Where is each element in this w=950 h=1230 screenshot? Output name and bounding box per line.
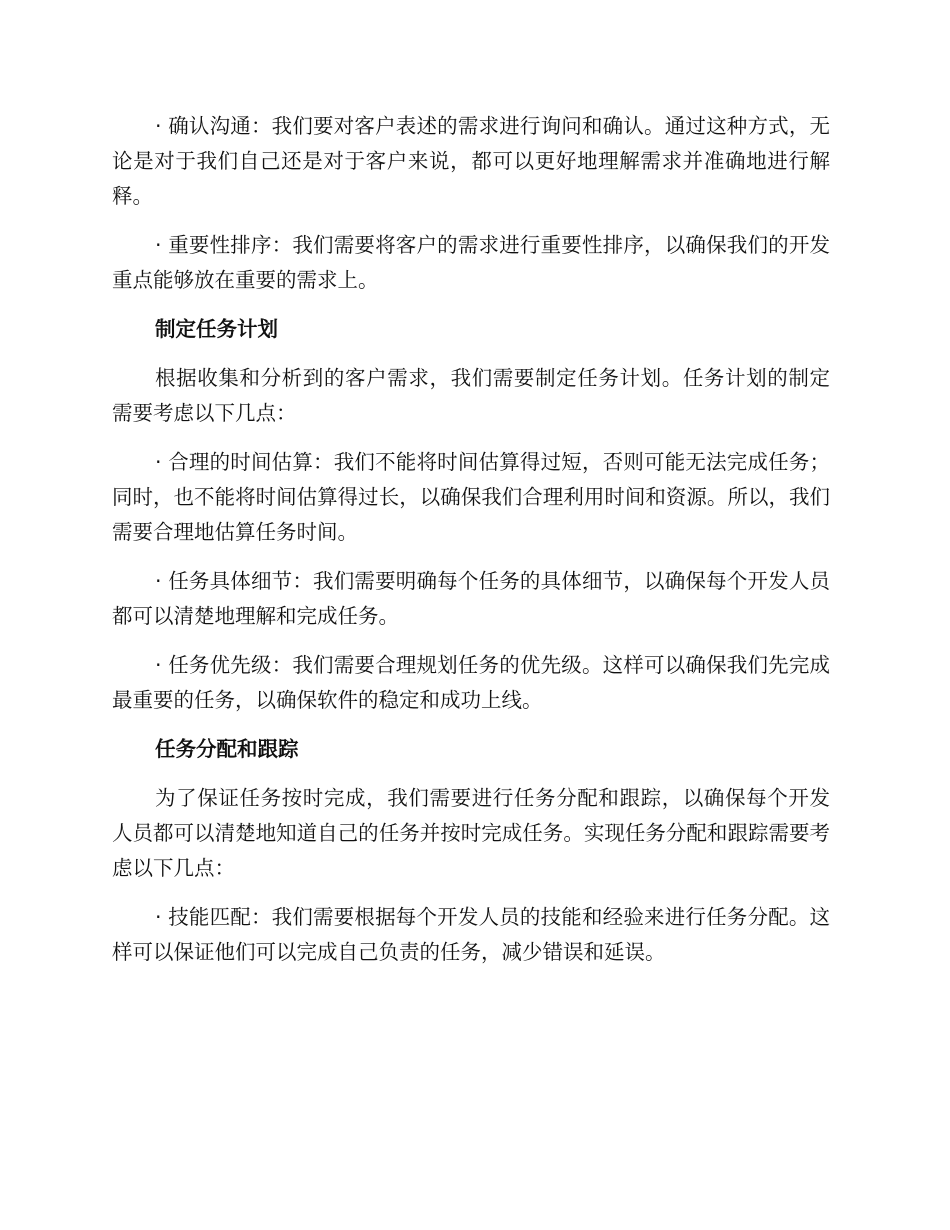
bullet-task-details: · 任务具体细节：我们需要明确每个任务的具体细节，以确保每个开发人员都可以清楚地理解和完成任务。 [112, 569, 830, 628]
bullet-priority-sorting: · 重要性排序：我们需要将客户的需求进行重要性排序，以确保我们的开发重点能够放在重要的需求上。 [112, 233, 830, 292]
section-heading-task-plan: 制定任务计划 [155, 317, 278, 341]
bullet-time-estimation: · 合理的时间估算：我们不能将时间估算得过短，否则可能无法完成任务；同时，也不能将时间估算得过长，以确保我们合理利用时间和资源。所以，我们需要合理地估算任务时间。 [112, 450, 830, 544]
paragraph-task-plan-intro: 根据收集和分析到的客户需求，我们需要制定任务计划。任务计划的制定需要考虑以下几点： [112, 366, 830, 425]
section-heading-task-assignment: 任务分配和跟踪 [155, 737, 299, 761]
document-body [112, 109, 830, 984]
bullet-skill-matching: · 技能匹配：我们需要根据每个开发人员的技能和经验来进行任务分配。这样可以保证他们可以完成自己负责的任务，减少错误和延误。 [112, 905, 830, 964]
bullet-task-priority: · 任务优先级：我们需要合理规划任务的优先级。这样可以确保我们先完成最重要的任务，以确保软件的稳定和成功上线。 [112, 653, 830, 712]
bullet-confirm-communication: · 确认沟通：我们要对客户表述的需求进行询问和确认。通过这种方式，无论是对于我们自己还是对于客户来说，都可以更好地理解需求并准确地进行解释。 [112, 114, 830, 208]
paragraph-task-assignment-intro: 为了保证任务按时完成，我们需要进行任务分配和跟踪，以确保每个开发人员都可以清楚地知道自己的任务并按时完成任务。实现任务分配和跟踪需要考虑以下几点： [112, 786, 830, 880]
